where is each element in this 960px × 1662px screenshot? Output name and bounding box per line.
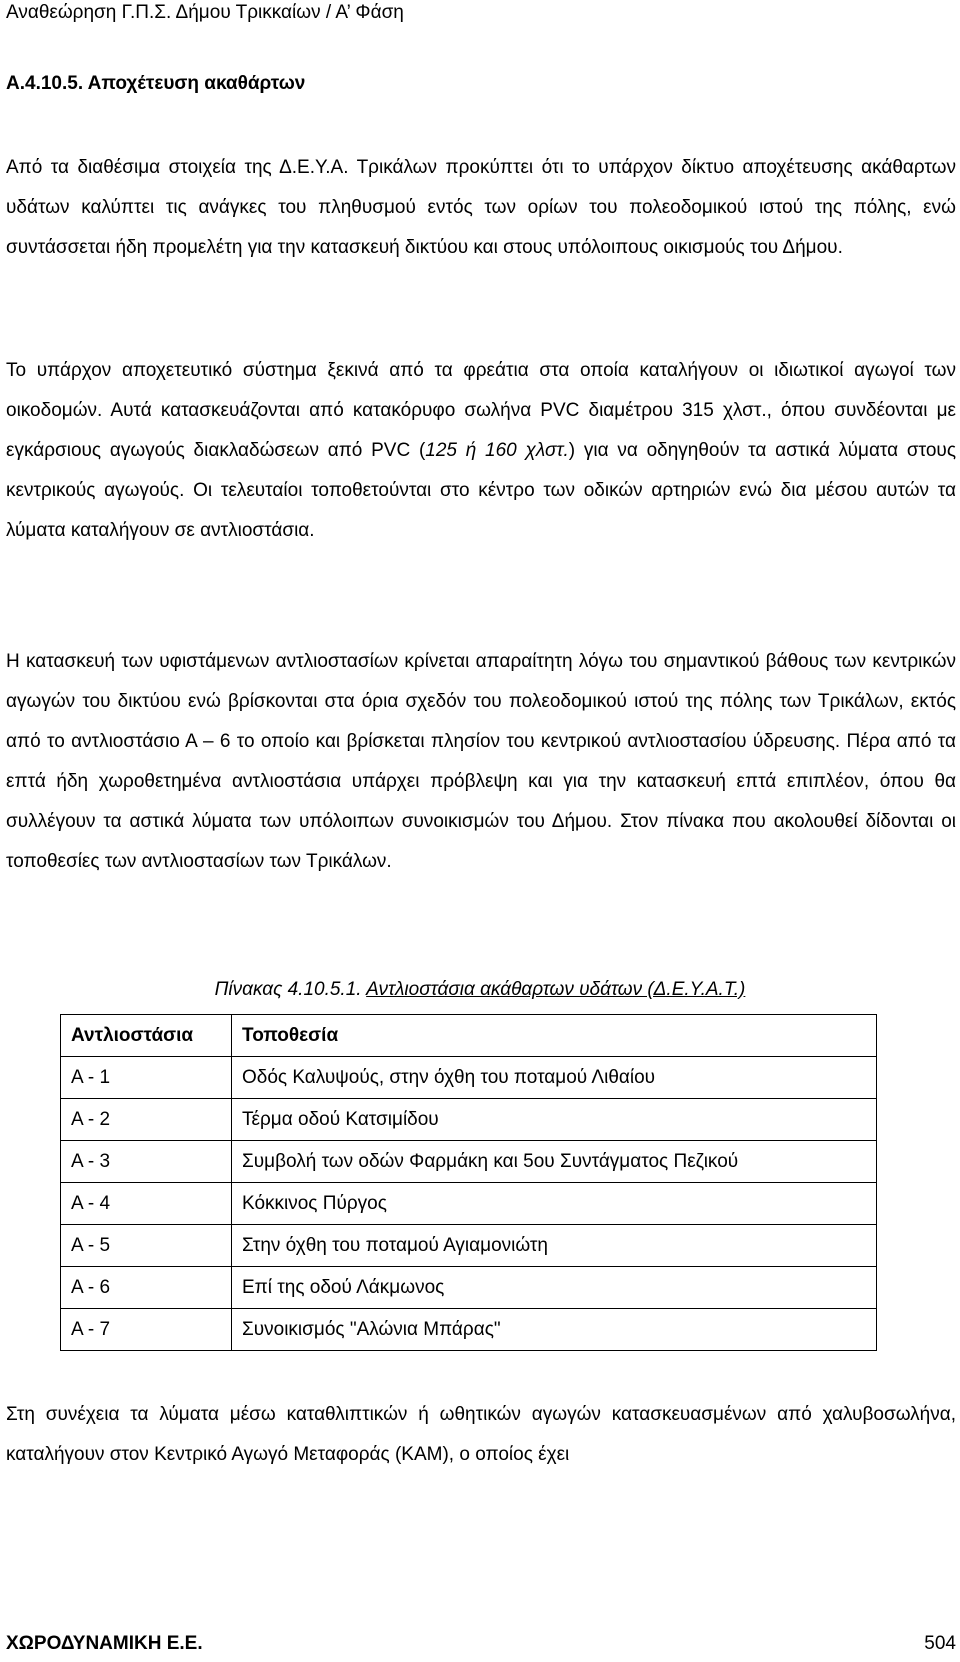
- page-header: Αναθεώρηση Γ.Π.Σ. Δήμου Τρικκαίων / Α’ Φάση: [6, 2, 404, 23]
- location-cell: Συνοικισμός "Αλώνια Μπάρας": [232, 1309, 877, 1351]
- table-row: [61, 1183, 877, 1225]
- table-row: [61, 1141, 877, 1183]
- table-row: [61, 1099, 877, 1141]
- station-cell: Α - 2: [61, 1099, 232, 1141]
- location-cell: Οδός Καλυψούς, στην όχθη του ποταμού Λιθαίου: [232, 1057, 877, 1099]
- paragraph-system-part-2: ) για να οδηγηθούν τα αστικά λύματα στους κεντρικούς αγωγούς. Οι τελευταίοι τοποθετούνται στο κέντρο των οδικών αρτηριών ενώ δια μέσου αυτών τα λύματα καταλήγουν σε αντλιοστάσια.: [6, 440, 956, 541]
- footer-company: ΧΩΡΟΔΥΝΑΜΙΚΗ Ε.Ε.: [6, 1633, 203, 1654]
- footer-page-number: 504: [924, 1633, 956, 1654]
- table-row: [61, 1057, 877, 1099]
- paragraph-system-italic: 125 ή 160 χλστ.: [425, 440, 569, 461]
- column-header-location: Τοποθεσία: [232, 1015, 877, 1057]
- section-title: Α.4.10.5. Αποχέτευση ακαθάρτων: [6, 73, 306, 94]
- location-cell: Στην όχθη του ποταμού Αγιαμονιώτη: [232, 1225, 877, 1267]
- paragraph-intro: Από τα διαθέσιμα στοιχεία της Δ.Ε.Υ.Α. Τρικάλων προκύπτει ότι το υπάρχον δίκτυο αποχέτευσης ακάθαρτων υδάτων καλύπτει τις ανάγκες του πληθυσμού εντός των ορίων του πολεοδομικού ιστού της πόλης, ενώ συντάσσεται ήδη προμελέτη για την κατασκευή δικτύου και στους υπόλοιπους οικισμούς του Δήμου.: [6, 157, 956, 258]
- table-row: [61, 1225, 877, 1267]
- location-cell: Συμβολή των οδών Φαρμάκη και 5ου Συντάγματος Πεζικού: [232, 1141, 877, 1183]
- table-caption-title: Αντλιοστάσια ακάθαρτων υδάτων (Δ.Ε.Υ.Α.Τ.): [366, 979, 746, 1000]
- table-row: [61, 1267, 877, 1309]
- paragraph-system-part-1: Το υπάρχον αποχετευτικό σύστημα ξεκινά από τα φρεάτια στα οποία καταλήγουν οι ιδιωτικοί αγωγοί των οικοδομών. Αυτά κατασκευάζονται από κατακόρυφο σωλήνα PVC διαμέτρου 315 χλστ., όπου συνδέονται με εγκάρσιους αγωγούς διακλαδώσεων από PVC (: [6, 360, 956, 461]
- station-cell: Α - 3: [61, 1141, 232, 1183]
- station-cell: Α - 7: [61, 1309, 232, 1351]
- location-cell: Επί της οδού Λάκμωνος: [232, 1267, 877, 1309]
- table-caption: [0, 979, 960, 1001]
- station-cell: Α - 1: [61, 1057, 232, 1099]
- table-header-row: [61, 1015, 877, 1057]
- table-row: [61, 1309, 877, 1351]
- station-cell: Α - 6: [61, 1267, 232, 1309]
- location-cell: Κόκκινος Πύργος: [232, 1183, 877, 1225]
- column-header-stations: Αντλιοστάσια: [61, 1015, 232, 1057]
- table-caption-prefix: Πίνακας 4.10.5.1.: [214, 979, 362, 1000]
- paragraph-pumping-stations: Η κατασκευή των υφιστάμενων αντλιοστασίων κρίνεται απαραίτητη λόγω του σημαντικού βάθους των κεντρικών αγωγών του δικτύου ενώ βρίσκονται στα όρια σχεδόν του πολεοδομικού ιστού της πόλης των Τρικάλων, εκτός από το αντλιοστάσιο Α – 6 το οποίο και βρίσκεται πλησίον του κεντρικού αντλιοστασίου ύδρευσης. Πέρα από τα επτά ήδη χωροθετημένα αντλιοστάσια υπάρχει πρόβλεψη και για την κατασκευή επτά επιπλέον, όπου θα συλλέγουν τα αστικά λύματα των υπόλοιπων συνοικισμών του Δήμου. Στον πίνακα που ακολουθεί δίδονται οι τοποθεσίες των αντλιοστασίων των Τρικάλων.: [6, 651, 956, 872]
- station-cell: Α - 5: [61, 1225, 232, 1267]
- paragraph-system: [6, 351, 956, 551]
- location-cell: Τέρμα οδού Κατσιμίδου: [232, 1099, 877, 1141]
- station-cell: Α - 4: [61, 1183, 232, 1225]
- pumping-stations-table: [60, 1014, 877, 1351]
- paragraph-continuation: Στη συνέχεια τα λύματα μέσω καταθλιπτικών ή ωθητικών αγωγών κατασκευασμένων από χαλυβοσωλήνα, καταλήγουν στον Κεντρικό Αγωγό Μεταφοράς (ΚΑΜ), ο οποίος έχει: [6, 1404, 956, 1465]
